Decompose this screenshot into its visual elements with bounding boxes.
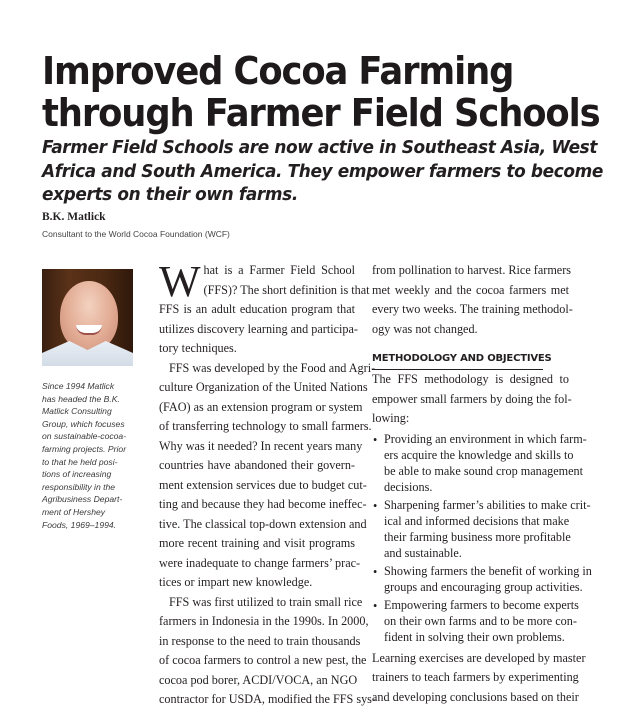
caption-line: has headed the B.K.	[42, 393, 120, 404]
text-line: tive. The classical top-down extension and	[159, 516, 367, 531]
author-name: B.K. Matlick	[42, 211, 106, 223]
text-line: tices or impart new knowledge.	[159, 575, 313, 589]
paragraph-learning-exercises	[372, 649, 586, 708]
subtitle-line: Africa and South America. They empower farmers to become	[42, 160, 604, 182]
text-line: ting and because they had become ineffec-	[159, 497, 367, 511]
paragraph-fao	[159, 359, 376, 593]
list-item	[372, 563, 592, 595]
text-line: The FFS methodology is designed to	[372, 372, 569, 386]
text-line: of transferring technology to small farmers.	[159, 419, 372, 433]
article-subtitle	[42, 136, 602, 207]
caption-line: on sustainable-cocoa-	[42, 431, 127, 442]
text-line: more recent training and visit programs	[159, 536, 355, 550]
text-line: were inadequate to change farmers’ prac-	[159, 555, 361, 570]
text-line: ogy was not changed.	[372, 321, 478, 336]
list-item	[372, 597, 579, 645]
text-line: farmers in Indonesia in the 1990s. In 2000,	[159, 614, 369, 628]
text-line: and sustainable.	[384, 545, 462, 560]
text-line: groups and encouraging group activities.	[384, 579, 583, 594]
text-line: utilizes discovery learning and participa-	[159, 321, 358, 336]
text-line: and developing conclusions based on their	[372, 689, 579, 704]
text-line: (FFS)? The short definition is that	[203, 282, 370, 297]
author-bio-caption	[42, 380, 142, 531]
text-line: decisions.	[384, 479, 433, 494]
caption-line: to that he held posi-	[42, 456, 118, 467]
bullet-icon: •	[373, 598, 378, 613]
text-line: tory techniques.	[159, 341, 237, 355]
text-line: be able to make sound crop management	[384, 463, 583, 478]
text-line: (FAO) as an extension program or system	[159, 399, 363, 414]
text-line: in response to the need to train thousands	[159, 633, 361, 648]
text-line: Sharpening farmer’s abilities to make crit-	[384, 497, 591, 512]
subtitle-line: experts on their own farms.	[42, 184, 298, 205]
body-column-3	[372, 261, 592, 707]
caption-line: Matlick Consulting	[42, 406, 112, 417]
paragraph-indonesia	[159, 593, 376, 710]
text-line: Why was it needed? In recent years many	[159, 438, 363, 453]
text-line: ical and informed decisions that make	[384, 513, 570, 528]
text-line: ers acquire the knowledge and skills to	[384, 447, 574, 462]
bullet-icon: •	[373, 498, 378, 513]
paragraph-intro	[159, 257, 370, 359]
caption-line: tions of increasing	[42, 469, 112, 480]
text-line: their farming business more profitable	[384, 529, 571, 544]
author-affiliation: Consultant to the World Cocoa Foundation (WCF)	[42, 229, 230, 239]
section-heading: METHODOLOGY AND OBJECTIVES	[372, 351, 543, 370]
text-line: on their own farms and to be more con-	[384, 613, 577, 628]
caption-line: Group, which focuses	[42, 418, 125, 429]
text-line: FFS was developed by the Food and Agri-	[169, 360, 376, 375]
text-line: hat is a Farmer Field School	[203, 263, 355, 277]
text-line: lowing:	[372, 411, 410, 425]
title-line: through Farmer Field Schools	[42, 91, 600, 135]
paragraph-methodology	[372, 370, 572, 429]
list-item	[372, 497, 591, 561]
text-line: countries have abandoned their govern-	[159, 458, 355, 472]
objectives-list	[372, 431, 592, 645]
text-line: contractor for USDA, modified the FFS sys-	[159, 692, 376, 706]
subtitle-line: Farmer Field Schools are now active in Southeast Asia, West	[42, 137, 598, 158]
text-line: from pollination to harvest. Rice farmers	[372, 263, 572, 277]
caption-line: Foods, 1969–1994.	[42, 519, 117, 530]
caption-line: farming projects. Prior	[42, 443, 127, 454]
caption-line: Since 1994 Matlick	[42, 381, 115, 391]
drop-cap: W	[159, 257, 201, 306]
text-line: Showing farmers the benefit of working in	[384, 563, 592, 578]
caption-line: ment of Hershey	[42, 506, 106, 517]
text-line: Empowering farmers to become experts	[384, 597, 579, 612]
text-line: FFS was first utilized to train small rice	[169, 594, 363, 609]
caption-line: Agribusiness Depart-	[42, 494, 123, 505]
text-line: ment extension services due to budget cut-	[159, 477, 367, 492]
text-line: cocoa pod borer, ACDI/VOCA, an NGO	[159, 672, 358, 687]
text-line: trainers to teach farmers by experimenting	[372, 670, 579, 684]
caption-line: responsibility in the	[42, 481, 116, 492]
bullet-icon: •	[373, 564, 378, 579]
text-line: FFS is an adult education program that	[159, 302, 355, 316]
text-line: culture Organization of the United Nations	[159, 380, 368, 394]
text-line: met weekly and the cocoa farmers met	[372, 282, 569, 297]
body-column-2	[159, 257, 376, 710]
paragraph-continued	[372, 261, 573, 339]
article-title	[42, 49, 600, 135]
list-item	[372, 431, 587, 495]
text-line: empower small farmers by doing the fol-	[372, 391, 572, 406]
text-line: Providing an environment in which farm-	[384, 431, 587, 446]
text-line: Learning exercises are developed by master	[372, 650, 586, 665]
text-line: every two weeks. The training methodol-	[372, 302, 573, 316]
text-line: of cocoa farmers to control a new pest, the	[159, 653, 367, 667]
title-line: Improved Cocoa Farming	[42, 49, 514, 93]
text-line: fident in solving their own problems.	[384, 629, 565, 644]
bullet-icon: •	[373, 432, 378, 447]
author-photo	[42, 269, 133, 366]
photo-face-shape	[60, 281, 118, 351]
